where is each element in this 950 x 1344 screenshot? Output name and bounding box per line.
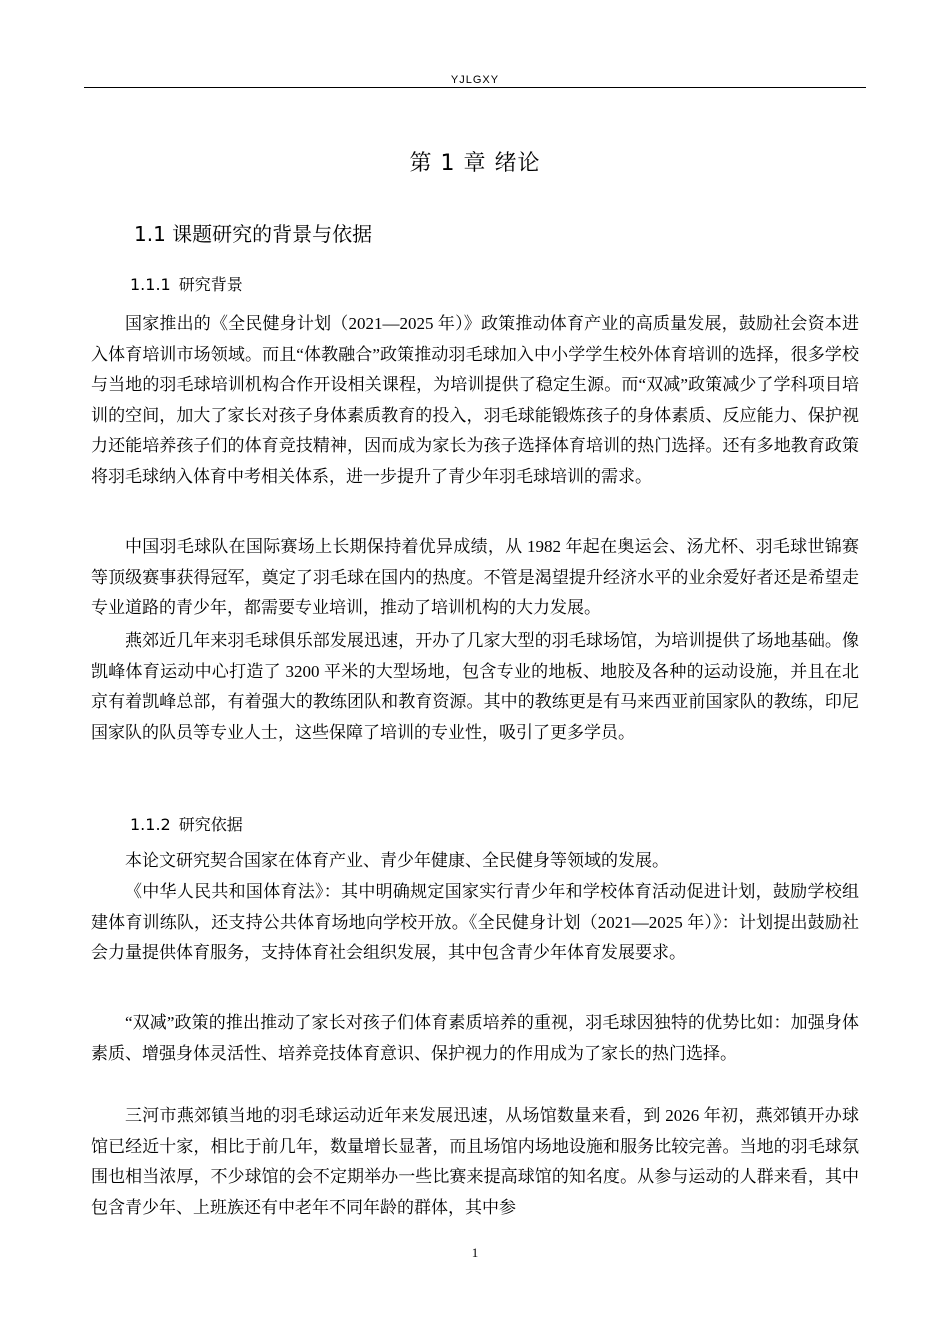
body-paragraph: 中国羽毛球队在国际赛场上长期保持着优异成绩，从 1982 年起在奥运会、汤尤杯、羽毛球世锦赛等顶级赛事获得冠军，奠定了羽毛球在国内的热度。不管是渴望提升经济水平的业余爱好者还是希望走专业道路的青少年，都需要专业培训，推动了培训机构的大力发展。 <box>91 537 859 617</box>
subsection-heading-basis <box>130 812 243 835</box>
body-paragraph: 三河市燕郊镇当地的羽毛球运动近年来发展迅速，从场馆数量来看，到 2026 年初，燕郊镇开办球馆已经近十家，相比于前几年，数量增长显著，而且场馆内场地设施和服务比较完善。当地的羽毛球氛围也相当浓厚，不少球馆的会不定期举办一些比赛来提高球馆的知名度。从参与运动的人群来看，其中包含青少年、上班族还有中老年不同年龄的群体，其中参 <box>91 1106 859 1217</box>
subsection-number: 1.1.1 <box>130 275 171 294</box>
section-number: 1.1 <box>134 222 166 246</box>
subsection-number: 1.1.2 <box>130 815 171 834</box>
body-paragraph: 本论文研究契合国家在体育产业、青少年健康、全民健身等领域的发展。 <box>125 851 669 870</box>
body-paragraph: 燕郊近几年来羽毛球俱乐部发展迅速，开办了几家大型的羽毛球场馆，为培训提供了场地基础。像凯峰体育运动中心打造了 3200 平米的大型场地，包含专业的地板、地胶及各种的运动设施，并且在北京有着凯峰总部，有着强大的教练团队和教育资源。其中的教练更是有马来西亚前国家队的教练，印尼国家队的队员等专业人士，这些保障了培训的专业性，吸引了更多学员。 <box>91 631 859 742</box>
subsection-title: 研究依据 <box>178 815 243 834</box>
header-rule <box>84 87 866 88</box>
subsection-title: 研究背景 <box>178 275 243 294</box>
body-paragraph: 《中华人民共和国体育法》：其中明确规定国家实行青少年和学校体育活动促进计划，鼓励学校组建体育训练队，还支持公共体育场地向学校开放。《全民健身计划（2021—2025 年）》：计划提出鼓励社会力量提供体育服务，支持体育社会组织发展，其中包含青少年体育发展要求。 <box>91 882 859 962</box>
body-paragraph: 国家推出的《全民健身计划（2021—2025 年）》政策推动体育产业的高质量发展，鼓励社会资本进入体育培训市场领域。而且“体教融合”政策推动羽毛球加入中小学学生校外体育培训的选择，很多学校与当地的羽毛球培训机构合作开设相关课程，为培训提供了稳定生源。而“双减”政策减少了学科项目培训的空间，加大了家长对孩子身体素质教育的投入，羽毛球能锻炼孩子的身体素质、反应能力、保护视力还能培养孩子们的体育竞技精神，因而成为家长为孩子选择体育培训的热门选择。还有多地教育政策将羽毛球纳入体育中考相关体系，进一步提升了青少年羽毛球培训的需求。 <box>91 314 859 486</box>
page-number: 1 <box>471 1245 479 1260</box>
running-header: YJLGXY <box>450 74 500 86</box>
section-heading <box>134 218 372 247</box>
subsection-heading-background <box>130 272 243 295</box>
chapter-title: 第 1 章 绪论 <box>409 151 541 176</box>
body-paragraph: “双减”政策的推出推动了家长对孩子们体育素质培养的重视，羽毛球因独特的优势比如：加强身体素质、增强身体灵活性、培养竞技体育意识、保护视力的作用成为了家长的热门选择。 <box>91 1013 859 1063</box>
section-title: 课题研究的背景与依据 <box>172 222 373 246</box>
